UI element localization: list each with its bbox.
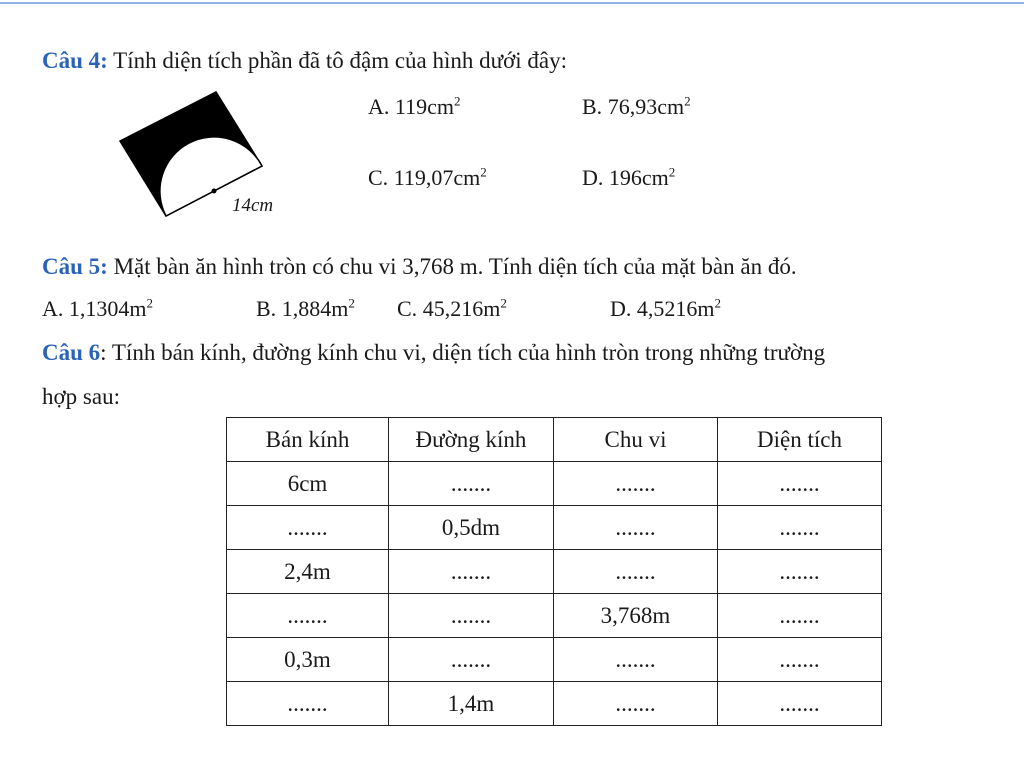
table-cell: ....... xyxy=(227,506,389,550)
shaded-square-figure xyxy=(112,86,302,226)
table-cell: 0,5dm xyxy=(389,506,554,550)
table-cell: ....... xyxy=(554,506,718,550)
table-cell: ....... xyxy=(718,506,882,550)
table-row xyxy=(227,682,882,726)
table-row xyxy=(227,462,882,506)
table-cell: ....... xyxy=(718,594,882,638)
q4-option-d: D. $196cm^2$ xyxy=(582,164,676,190)
question-5-text: Mặt bàn ăn hình tròn có chu vi 3,768 m. Tính diện tích của mặt bàn ăn đó. xyxy=(107,254,797,279)
q4-option-a: A. $119cm^2$ xyxy=(368,93,461,119)
table-cell: ....... xyxy=(389,638,554,682)
table-cell: 6cm xyxy=(227,462,389,506)
table-cell: ....... xyxy=(554,550,718,594)
q5-option-a: A. $1,1304m^2$ xyxy=(42,295,154,321)
figure-side-label: 14cm xyxy=(232,195,274,216)
table-row xyxy=(227,638,882,682)
table-cell: ....... xyxy=(554,462,718,506)
table-cell: ....... xyxy=(554,682,718,726)
table-cell: ....... xyxy=(718,638,882,682)
question-4-label: Câu 4: xyxy=(42,48,108,73)
question-5-heading xyxy=(42,254,797,280)
table-cell: ....... xyxy=(389,550,554,594)
table-cell: ....... xyxy=(227,594,389,638)
question-5-label: Câu 5: xyxy=(42,254,108,279)
header-area: Diện tích xyxy=(718,418,882,462)
q5-option-d: D. $4,5216m^2$ xyxy=(610,295,722,321)
table-header-row xyxy=(227,418,882,462)
header-diameter: Đường kính xyxy=(389,418,554,462)
table-cell: ....... xyxy=(718,682,882,726)
header-circumference: Chu vi xyxy=(554,418,718,462)
question-6-label: Câu 6 xyxy=(42,340,101,365)
table-cell: 2,4m xyxy=(227,550,389,594)
header-radius: Bán kính xyxy=(227,418,389,462)
table-cell: ....... xyxy=(718,550,882,594)
table-cell: ....... xyxy=(389,594,554,638)
table-cell: 3,768m xyxy=(554,594,718,638)
table-cell: 0,3m xyxy=(227,638,389,682)
table-row xyxy=(227,594,882,638)
circle-table xyxy=(226,417,882,726)
top-rule xyxy=(0,2,1024,4)
q5-option-c: C. $45,216m^2$ xyxy=(397,295,507,321)
table-cell: ....... xyxy=(718,462,882,506)
table-row xyxy=(227,550,882,594)
table-cell: ....... xyxy=(389,462,554,506)
table-cell: ....... xyxy=(227,682,389,726)
question-4-heading xyxy=(42,48,567,74)
question-6-heading xyxy=(42,340,825,366)
question-6-text-continued: hợp sau: xyxy=(42,384,120,409)
table-cell: ....... xyxy=(554,638,718,682)
question-6-text: : Tính bán kính, đường kính chu vi, diện tích của hình tròn trong những trường xyxy=(100,340,826,365)
q5-option-b: B. $1,884m^2$ xyxy=(256,295,355,321)
question-4-text: Tính diện tích phần đã tô đậm của hình dưới đây: xyxy=(107,48,568,73)
q4-option-c: C. $119,07cm^2$ xyxy=(368,164,487,190)
q4-option-b: B. $76,93cm^2$ xyxy=(582,93,691,119)
table-row xyxy=(227,506,882,550)
table-cell: 1,4m xyxy=(389,682,554,726)
